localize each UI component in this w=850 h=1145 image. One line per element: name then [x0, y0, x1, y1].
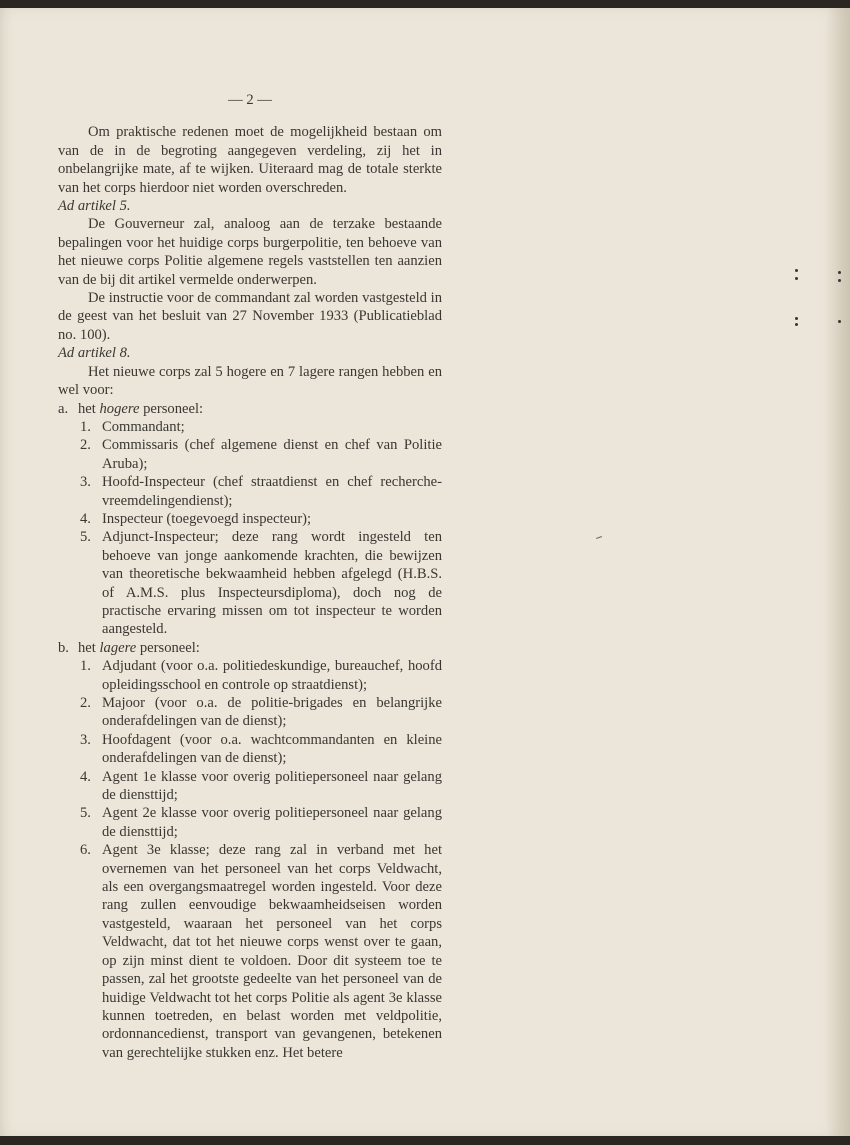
speck — [838, 271, 841, 274]
document-body — [58, 91, 442, 1062]
paragraph-intro: Om praktische redenen moet de mogelijkheid bestaan om van de in de begroting aangegeven verdeling, zij het in onbelangrijke mate, af te wijken. Uiteraard mag de totale sterkte van het corps hierdoor niet worden overschreden. — [58, 124, 442, 196]
section-a-heading: a. het hogere personeel: — [58, 400, 204, 417]
list-item: 1. Adjudant (voor o.a. politiedeskundige, bureauchef, hoofd opleidingsschool en controle op straatdienst); — [80, 658, 442, 693]
page-number: — 2 — — [228, 92, 272, 108]
speck — [795, 269, 798, 272]
speck — [795, 277, 798, 280]
list-item: 6. Agent 3e klasse; deze rang zal in verband met het overnemen van het personeel van het corps Veldwacht, als een overgangsmaatregel worden ingesteld. Voor deze rang zullen eenvoudige bekwaamheidseisen worden vastgesteld, waaraan het personeel van het corps Veldwacht, dat tot het nieuwe corps wenst over te gaan, op zijn minst dient te voldoen. Door dit systeem toe te passen, zal het grootste gedeelte van het personeel van de huidige Veldwacht tot het corps Politie als agent 3e klasse kunnen toetreden, en belast worden met veldpolitie, ordonnancedienst, transport van gevangenen, betekenen van gerechtelijke stukken enz. Het betere — [80, 842, 442, 1061]
list-item: 5. Adjunct-Inspecteur; deze rang wordt ingesteld ten behoeve van jonge aankomende krachten, die bewijzen van theoretische bekwaamheid hebben afgelegd (H.B.S. of A.M.S. plus Inspecteursdiploma), doch nog de practische ervaring missen om tot inspecteur te worden aangesteld. — [80, 529, 442, 638]
section-b-list — [58, 657, 442, 1062]
list-item: 4. Inspecteur (toegevoegd inspecteur); — [80, 510, 312, 527]
speck — [795, 323, 798, 326]
speck — [838, 279, 841, 282]
section-a-list — [58, 418, 442, 639]
paragraph-art8-intro: Het nieuwe corps zal 5 hogere en 7 lagere rangen hebben en wel voor: — [58, 363, 442, 399]
list-item: 2. Majoor (voor o.a. de politie-brigades en belangrijke onderafdelingen van de dienst); — [80, 695, 442, 730]
heading-artikel-8: Ad artikel 8. — [58, 345, 131, 362]
list-item: 3. Hoofdagent (voor o.a. wachtcommandanten en kleine onderafdelingen van de dienst); — [80, 731, 442, 767]
speck — [795, 317, 798, 320]
heading-artikel-5: Ad artikel 5. — [58, 198, 131, 215]
section-b-heading: b. het lagere personeel: — [58, 639, 200, 656]
paragraph-art5-1: De Gouverneur zal, analoog aan de terzake bestaande bepalingen voor het huidige corps burgerpolitie, ten behoeve van het nieuwe corps Politie algemene regels vaststellen ten aanzien van de bij dit artikel vermelde onderwerpen. — [58, 216, 442, 288]
page-edge-shadow — [826, 8, 850, 1136]
list-item: 3. Hoofd-Inspecteur (chef straatdienst en chef recherche-vreemdelingendienst); — [80, 474, 442, 509]
speck — [838, 320, 841, 323]
list-item: 5. Agent 2e klasse voor overig politiepersoneel naar gelang de diensttijd; — [80, 805, 442, 840]
list-item: 4. Agent 1e klasse voor overig politiepersoneel naar gelang de diensttijd; — [80, 768, 442, 804]
list-item: 2. Commissaris (chef algemene dienst en chef van Politie Aruba); — [80, 437, 442, 472]
list-item: 1. Commandant; — [80, 418, 185, 435]
paragraph-art5-2: De instructie voor de commandant zal worden vastgesteld in de geest van het besluit van 27 November 1933 (Publicatieblad no. 100). — [58, 290, 442, 343]
